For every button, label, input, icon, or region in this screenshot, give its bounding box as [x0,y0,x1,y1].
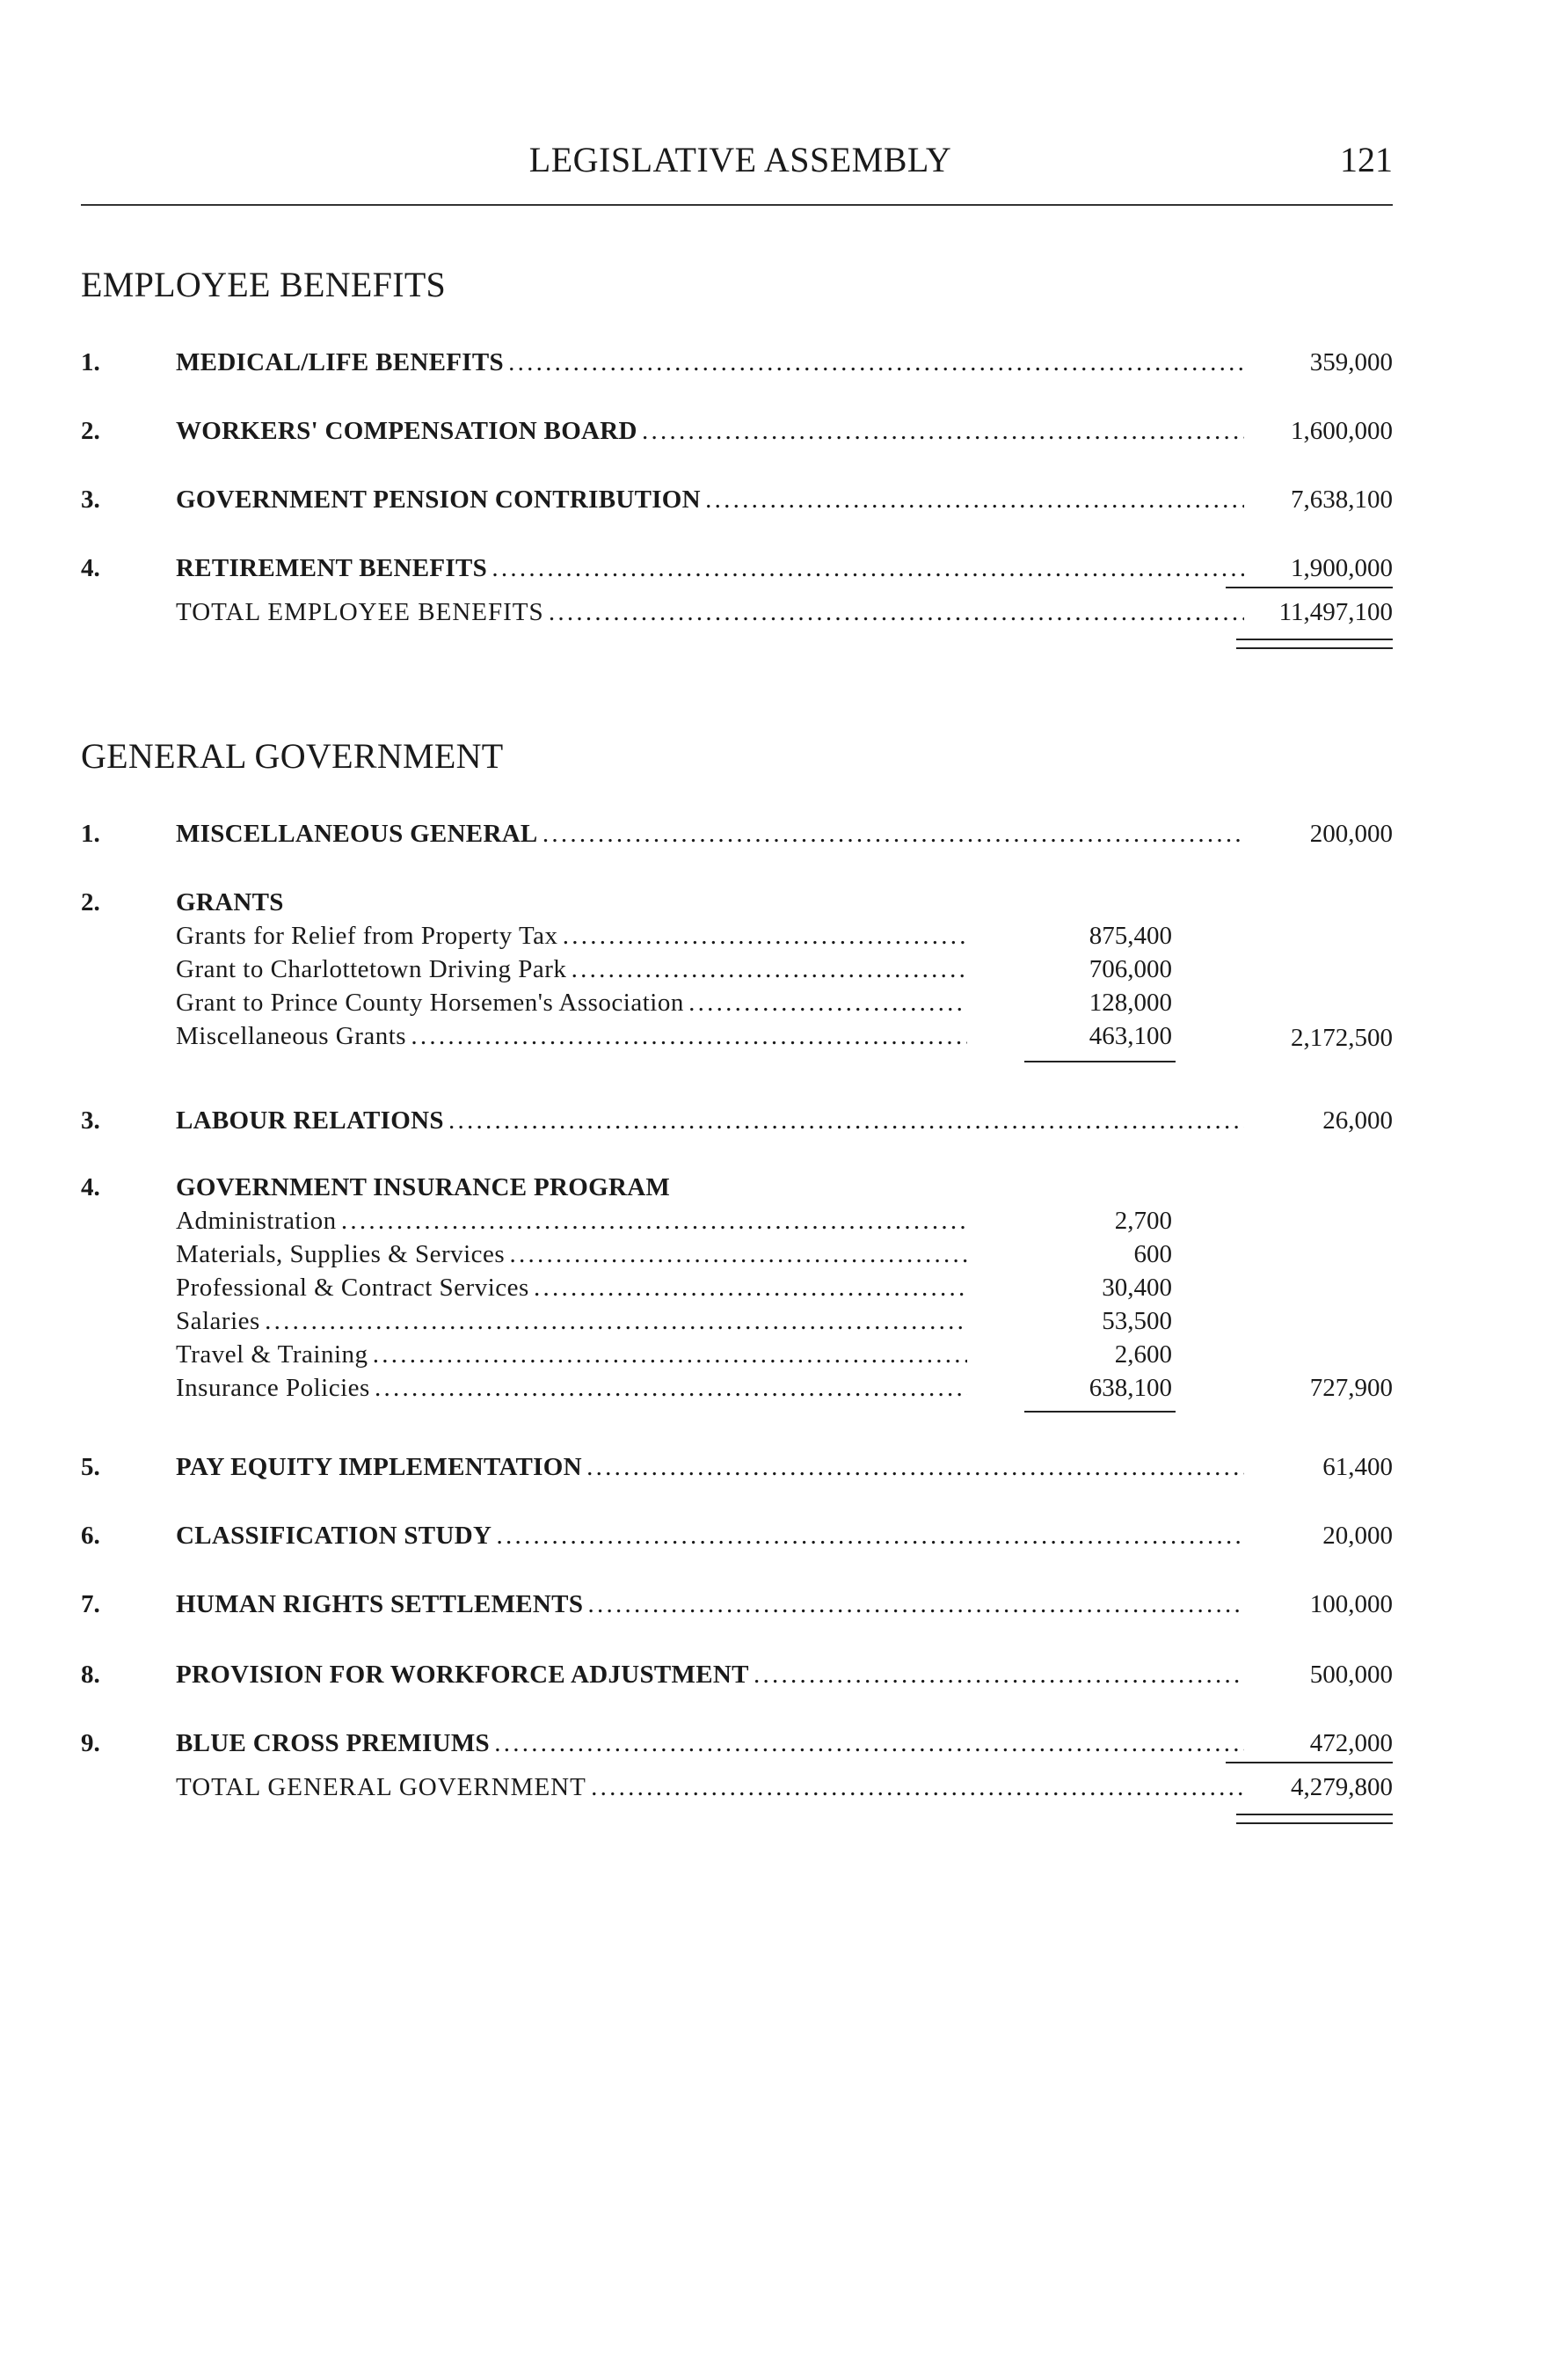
item-label: RETIREMENT BENEFITS . . . [176,554,1244,583]
line-item [81,1103,1393,1138]
line-item [81,551,1393,586]
header-rule [81,204,1393,206]
item-label: MEDICAL/LIFE BENEFITS . . . [176,348,1244,377]
item-label: GOVERNMENT INSURANCE PROGRAM [176,1173,671,1201]
item-amount: 359,000 [1309,348,1393,376]
sub-item-label: Grant to Prince County Horsemen's Association . . . [176,989,967,1018]
sub-item [176,1307,1172,1339]
total-row [81,1770,1393,1805]
sub-item-amount: 128,000 [1089,989,1172,1017]
item-amount: 7,638,100 [1291,485,1393,514]
item-number: 3. [81,1106,100,1135]
item-label: PAY EQUITY IMPLEMENTATION . . . [176,1453,1244,1482]
item-amount: 500,000 [1309,1661,1393,1689]
item-amount: 472,000 [1226,1729,1393,1763]
item-label: GOVERNMENT PENSION CONTRIBUTION . . . [176,485,1244,515]
line-item [81,1657,1393,1692]
item-amount: 20,000 [1322,1522,1393,1550]
item-number: 7. [81,1590,100,1618]
item-amount: 200,000 [1309,820,1393,848]
sub-item-amount: 2,700 [1114,1207,1172,1235]
item-amount: 61,400 [1322,1453,1393,1481]
item-number: 1. [81,348,100,376]
item-label: WORKERS' COMPENSATION BOARD . . . [176,417,1244,446]
item-number: 4. [81,554,100,582]
line-item [81,345,1393,380]
sub-item-amount: 600 [1133,1240,1172,1268]
item-number: 1. [81,820,100,848]
sub-item-amount: 706,000 [1089,955,1172,983]
sub-item-label: Travel & Training . . . [176,1340,967,1369]
item-number: 2. [81,888,100,916]
sub-item [176,922,1172,953]
section-heading-general-government: GENERAL GOVERNMENT [81,736,504,776]
item-label: CLASSIFICATION STUDY . . . [176,1522,1244,1551]
sub-item [176,955,1172,987]
sub-item-label: Materials, Supplies & Services . . . [176,1240,967,1269]
item-label: BLUE CROSS PREMIUMS . . . [176,1729,1244,1758]
subtotal-row [81,1370,1393,1405]
item-number: 3. [81,485,100,514]
sub-item-amount: 638,100 [1089,1374,1172,1402]
page-number: 121 [1340,140,1393,179]
sub-item [176,989,1172,1020]
total-row [81,595,1393,630]
item-number: 2. [81,417,100,445]
item-label: MISCELLANEOUS GENERAL . . . [176,820,1244,849]
sub-item [176,1240,1172,1272]
sub-item-label: Professional & Contract Services . . . [176,1274,967,1303]
item-label: GRANTS [176,888,284,916]
line-item-grants [81,885,1393,920]
item-label: LABOUR RELATIONS . . . [176,1106,1244,1135]
sub-item [176,1207,1172,1238]
total-label: TOTAL EMPLOYEE BENEFITS . . . [176,598,1244,627]
running-title: LEGISLATIVE ASSEMBLY [528,140,952,179]
item-number: 9. [81,1729,100,1757]
item-amount: 1,600,000 [1291,417,1393,445]
line-item [81,1587,1393,1622]
sub-item-label: Administration . . . [176,1207,967,1236]
total-label: TOTAL GENERAL GOVERNMENT . . . [176,1773,1244,1802]
running-head [0,139,1551,183]
sub-item [176,1274,1172,1305]
double-underline [1236,639,1393,649]
line-item [81,1449,1393,1485]
line-item [81,1518,1393,1553]
item-number: 8. [81,1661,100,1689]
line-item-insurance [81,1170,1393,1205]
total-amount: 4,279,800 [1291,1773,1393,1801]
sub-item-label: Miscellaneous Grants . . . [176,1022,967,1051]
subtotal-rule [1024,1061,1176,1062]
sub-item [176,1340,1172,1372]
sub-item-amount: 53,500 [1102,1307,1172,1335]
line-item [81,816,1393,851]
item-label: PROVISION FOR WORKFORCE ADJUSTMENT . . . [176,1661,1244,1690]
sub-item-label: Insurance Policies . . . [176,1374,967,1403]
item-amount: 100,000 [1309,1590,1393,1618]
sub-item-amount: 2,600 [1114,1340,1172,1369]
item-number: 5. [81,1453,100,1481]
subtotal-rule [1024,1411,1176,1413]
sub-item-amount: 875,400 [1089,922,1172,950]
section-heading-employee-benefits: EMPLOYEE BENEFITS [81,265,447,304]
total-amount: 11,497,100 [1278,598,1393,626]
double-underline [1236,1814,1393,1824]
sub-item-amount: 463,100 [1089,1022,1172,1050]
sub-item-label: Grants for Relief from Property Tax . . . [176,922,967,951]
sub-item-label: Salaries . . . [176,1307,967,1336]
line-item [81,482,1393,517]
line-item [81,1726,1393,1761]
subtotal-amount: 2,172,500 [1291,1024,1393,1052]
sub-item-amount: 30,400 [1102,1274,1172,1302]
item-number: 6. [81,1522,100,1550]
subtotal-row [81,1020,1393,1055]
sub-item-label: Grant to Charlottetown Driving Park . . . [176,955,967,984]
item-amount: 26,000 [1322,1106,1393,1135]
subtotal-amount: 727,900 [1309,1374,1393,1402]
line-item [81,413,1393,449]
item-number: 4. [81,1173,100,1201]
item-label: HUMAN RIGHTS SETTLEMENTS . . . [176,1590,1244,1619]
item-amount: 1,900,000 [1226,554,1393,588]
